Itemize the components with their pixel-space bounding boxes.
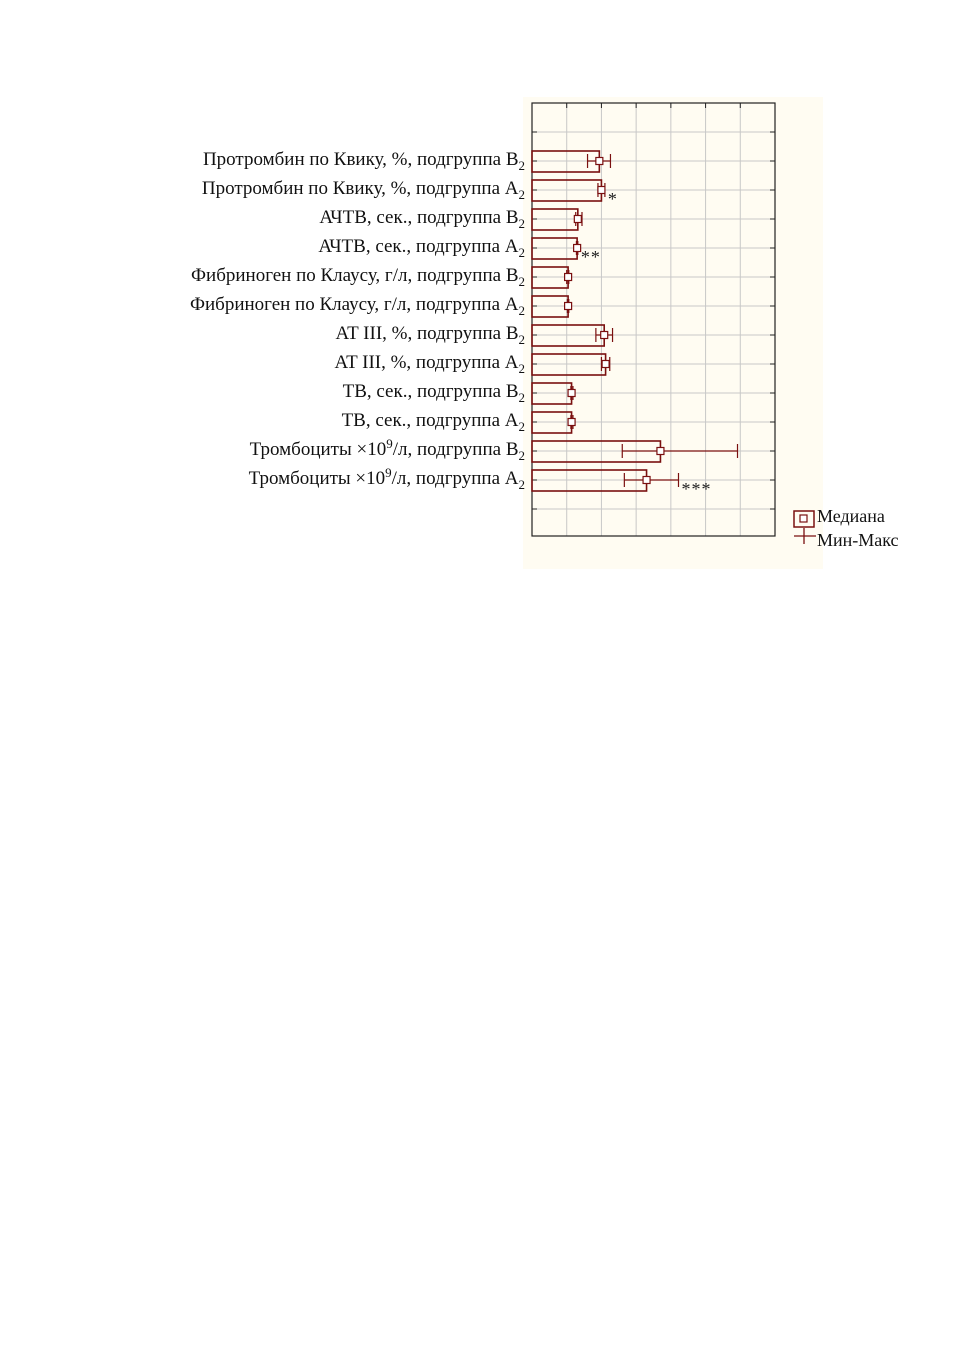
category-label-text: АЧТВ, сек., подгруппа A (318, 236, 519, 257)
chart-background (523, 97, 823, 569)
category-label-text: Протромбин по Квику, %, подгруппа B (202, 149, 519, 170)
category-label-text: AT III, %, подгруппа B (335, 323, 519, 344)
category-label-subscript: 2 (518, 332, 525, 347)
category-label-text: АЧТВ, сек., подгруппа B (319, 207, 519, 228)
category-label-subscript: 2 (518, 158, 525, 173)
median-marker (643, 477, 650, 484)
category-label-subscript: 2 (518, 419, 525, 434)
median-marker (568, 419, 575, 426)
category-label (334, 352, 525, 376)
significance-mark: ** (580, 247, 601, 267)
category-label (249, 465, 525, 492)
median-marker (565, 303, 572, 310)
significance-mark: *** (681, 479, 712, 499)
category-label-superscript: 9 (385, 465, 392, 480)
category-label (191, 265, 525, 289)
category-label-subscript: 2 (518, 477, 525, 492)
category-label-text-rest: /л, подгруппа B (392, 439, 519, 460)
category-label-subscript: 2 (518, 187, 525, 202)
category-label-text: ТВ, сек., подгруппа A (341, 410, 519, 431)
category-label-subscript: 2 (518, 390, 525, 405)
median-marker (602, 361, 609, 368)
category-label-text: Протромбин по Квику, %, подгруппа A (201, 178, 519, 199)
category-label-text: Фибриноген по Клаусу, г/л, подгруппа B (191, 265, 519, 286)
category-label-text: ТВ, сек., подгруппа B (342, 381, 519, 402)
category-label-subscript: 2 (518, 274, 525, 289)
category-label (336, 323, 525, 347)
category-label (342, 410, 525, 434)
median-marker (601, 332, 608, 339)
median-marker (568, 390, 575, 397)
category-label (250, 436, 525, 463)
category-labels (190, 149, 525, 492)
legend-median-label: Медиана (817, 506, 885, 526)
category-label (318, 236, 525, 260)
category-label-subscript: 2 (518, 361, 525, 376)
category-label-superscript: 9 (386, 436, 393, 451)
category-label-text: Тромбоциты ×10 (248, 468, 386, 489)
category-label (319, 207, 525, 231)
category-label-text-rest: /л, подгруппа A (391, 468, 519, 489)
median-marker (565, 274, 572, 281)
median-marker (657, 448, 664, 455)
category-label-subscript: 2 (518, 303, 525, 318)
legend-minmax-label: Мин-Макс (817, 530, 899, 550)
median-marker (574, 245, 581, 252)
significance-mark: * (607, 189, 618, 209)
category-label (190, 294, 525, 318)
category-label-text: Тромбоциты ×10 (249, 439, 387, 460)
category-label-text: AT III, %, подгруппа A (334, 352, 519, 373)
median-marker (598, 187, 605, 194)
category-label (202, 178, 525, 202)
category-label-subscript: 2 (518, 448, 525, 463)
category-label-subscript: 2 (518, 216, 525, 231)
median-marker (596, 158, 603, 165)
category-label-text: Фибриноген по Клаусу, г/л, подгруппа A (189, 294, 519, 315)
category-label (203, 149, 525, 173)
category-label-subscript: 2 (518, 245, 525, 260)
median-marker (574, 216, 581, 223)
category-label (343, 381, 525, 405)
legend-median-marker (800, 515, 807, 522)
